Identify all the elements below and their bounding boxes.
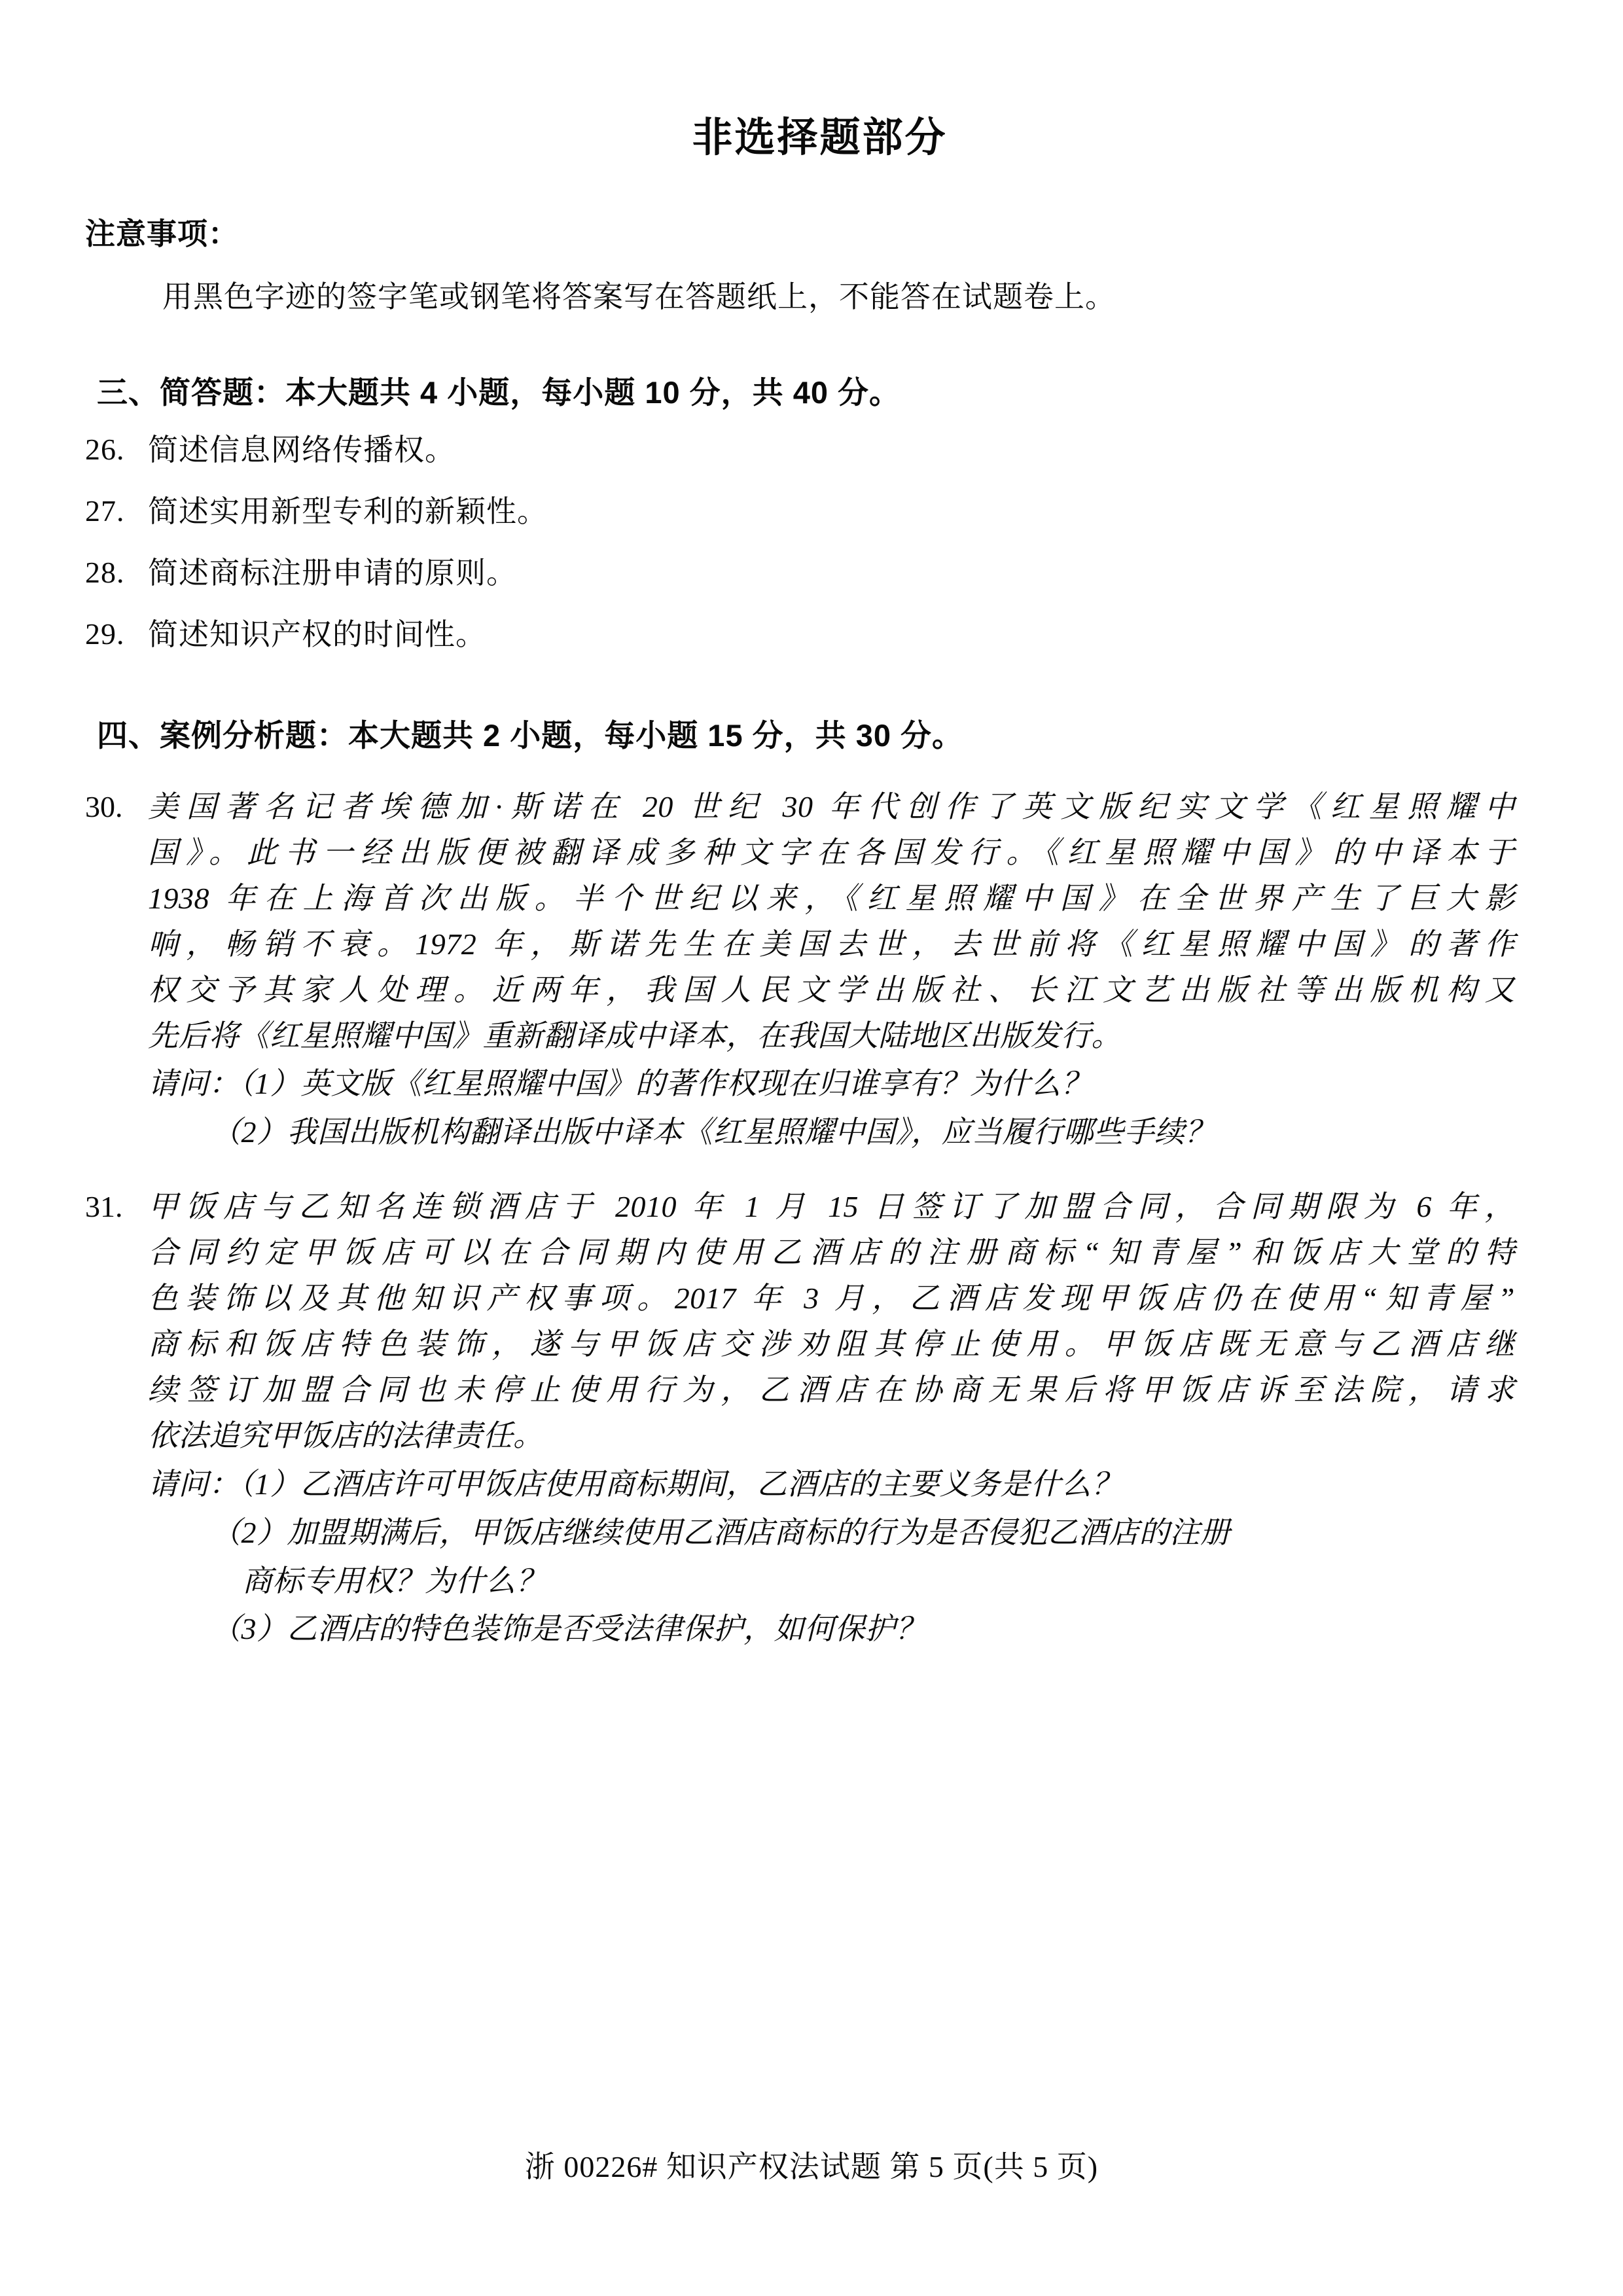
- list-item: [85, 619, 1515, 649]
- short-answer-list: [85, 435, 1515, 649]
- question-number: 27.: [85, 494, 125, 528]
- case-body: [148, 1184, 1515, 1652]
- list-item: [85, 1184, 1515, 1652]
- section-three-heading: 三、简答题：本大题共 4 小题，每小题 10 分，共 40 分。: [97, 375, 901, 410]
- sub-question: （2）加盟期满后，甲饭店继续使用乙酒店商标的行为是否侵犯乙酒店的注册: [211, 1515, 1230, 1549]
- case-paragraph-line: 色装饰以及其他知识产权事项。2017 年 3 月，乙酒店发现甲饭店仍在使用“知青屋”: [148, 1282, 1515, 1316]
- list-item: [85, 496, 1515, 526]
- list-item: [85, 784, 1515, 1155]
- notice-heading: 注意事项：: [85, 217, 239, 251]
- case-paragraph-line: 合同约定甲饭店可以在合同期内使用乙酒店的注册商标“知青屋”和饭店大堂的特: [148, 1236, 1515, 1270]
- case-paragraph-line: 依法追究甲饭店的法律责任。: [148, 1418, 544, 1452]
- page-footer: 浙 00226# 知识产权法试题 第 5 页(共 5 页): [524, 2150, 1099, 2183]
- notice-body: 用黑色字迹的签字笔或钢笔将答案写在答题纸上，不能答在试题卷上。: [162, 279, 1116, 314]
- question-number: 31.: [85, 1190, 123, 1224]
- case-paragraph-line: 权交予其家人处理。近两年，我国人民文学出版社、长江文艺出版社等出版机构又: [148, 973, 1515, 1007]
- notice-block: [85, 210, 1515, 316]
- case-body: [148, 784, 1515, 1155]
- question-text: 简述实用新型专利的新颖性。: [148, 494, 548, 528]
- sub-question: 商标专用权？为什么？: [242, 1564, 546, 1598]
- list-item: [85, 435, 1515, 465]
- sub-question: 请问：（1）乙酒店许可甲饭店使用商标期间，乙酒店的主要义务是什么？: [148, 1467, 1122, 1501]
- case-paragraph-line: 响，畅销不衰。1972 年，斯诺先生在美国去世，去世前将《红星照耀中国》的著作: [148, 927, 1515, 961]
- section-four-heading: 四、案例分析题：本大题共 2 小题，每小题 15 分，共 30 分。: [97, 718, 964, 753]
- case-paragraph-line: 国》。此书一经出版便被翻译成多种文字在各国发行。《红星照耀中国》的中译本于: [148, 835, 1515, 869]
- sub-question: （3）乙酒店的特色装饰是否受法律保护，如何保护？: [211, 1612, 926, 1646]
- case-paragraph-line: 续签订加盟合同也未停止使用行为，乙酒店在协商无果后将甲饭店诉至法院，请求: [148, 1372, 1515, 1407]
- question-text: 简述信息网络传播权。: [148, 433, 455, 467]
- case-paragraph-line: 商标和饭店特色装饰，遂与甲饭店交涉劝阻其停止使用。甲饭店既无意与乙酒店继: [148, 1327, 1515, 1361]
- sub-question: （2）我国出版机构翻译出版中译本《红星照耀中国》，应当履行哪些手续？: [211, 1115, 1215, 1149]
- question-number: 29.: [85, 617, 125, 651]
- question-number: 26.: [85, 433, 125, 466]
- page-title: 非选择题部分: [692, 115, 948, 160]
- question-number: 28.: [85, 556, 125, 589]
- case-paragraph-line: 美国著名记者埃德加·斯诺在 20 世纪 30 年代创作了英文版纪实文学《红星照耀中: [148, 790, 1515, 823]
- question-text: 简述商标注册申请的原则。: [148, 556, 517, 590]
- case-paragraph-line: 1938 年在上海首次出版。半个世纪以来，《红星照耀中国》在全世界产生了巨大影: [148, 881, 1515, 915]
- question-number: 30.: [85, 790, 123, 823]
- question-text: 简述知识产权的时间性。: [148, 617, 486, 651]
- case-paragraph-line: 甲饭店与乙知名连锁酒店于 2010 年 1 月 15 日签订了加盟合同，合同期限为 6 年，: [148, 1190, 1515, 1224]
- list-item: [85, 558, 1515, 588]
- case-paragraph-line: 先后将《红星照耀中国》重新翻译成中译本，在我国大陆地区出版发行。: [148, 1018, 1122, 1052]
- sub-question: 请问：（1）英文版《红星照耀中国》的著作权现在归谁享有？为什么？: [148, 1067, 1092, 1101]
